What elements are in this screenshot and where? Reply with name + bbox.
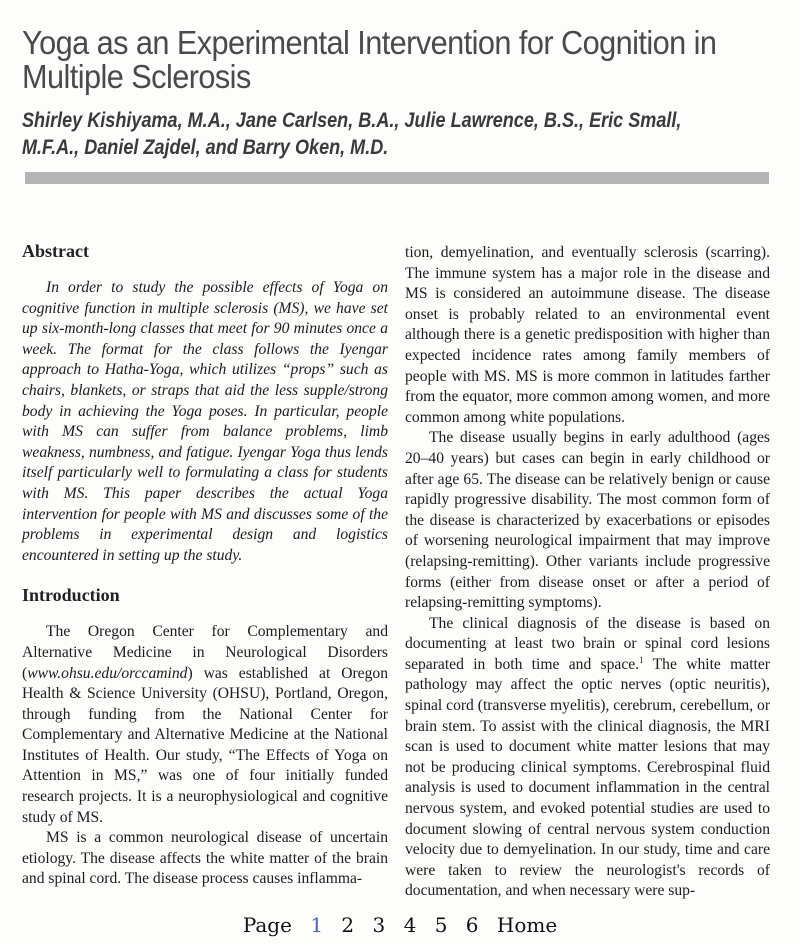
body-columns: [0, 196, 800, 902]
abstract-heading: Abstract: [22, 241, 89, 261]
page-navigation: [0, 912, 800, 944]
abstract-text: In order to study the possible effects of Yoga on cognitive function in multiple sclerosis (MS), we have set up six-month-long classes that meet for 90 minutes once a week. The format for the class follows the Iyengar approach to Hatha-Yoga, which utilizes “props” such as chairs, blankets, or straps that aid the less supple/strong body in achieving the Yoga poses. In particular, people with MS can suffer from balance problems, limb weakness, numbness, and fatigue. Iyengar Yoga thus lends itself particularly well to formulating a class for students with MS. This paper describes the actual Yoga intervention for people with MS and discusses some of the problems in experimental design and logistics encountered in setting up the study.: [22, 279, 388, 564]
page-link-5[interactable]: 5: [434, 913, 448, 937]
page-link-4[interactable]: 4: [403, 913, 417, 937]
home-link[interactable]: Home: [496, 913, 558, 937]
text-span: The clinical diagnosis of the disease is based on documenting at least two brain or spinal cord lesions separated in both time and space.: [405, 614, 770, 673]
intro-paragraph: MS is a common neurological disease of uncertain etiology. The disease affects the white matter of the brain and spinal cord. The disease process causes inflamma-: [22, 829, 388, 888]
page-link-1[interactable]: 1: [310, 913, 324, 937]
text-span: The white matter pathology may affect the optic nerves (optic neuritis), spinal cord (transverse myelitis), cerebrum, cerebellum, or brain stem. To assist with the clinical diagnosis, the MRI scan is used to document white matter lesions that may not be producing clinical symptoms. Cerebrospinal fluid analysis is used to document inflammation in the central nervous system, and evoked potential studies are used to document slowing of central nervous system conduction velocity due to demyelination. In our study, time and care were taken to review the neurologist's records of documentation, and when necessary were sup-: [405, 655, 771, 900]
intro-paragraph: [22, 622, 388, 828]
page-label: Page: [242, 913, 292, 937]
body-paragraph: tion, demyelination, and eventually sclerosis (scarring). The immune system has a major role in the disease and MS is considered an autoimmune disease. The disease onset is probably related to an environmental event although there is a genetic predisposition with higher than expected incidence rates among family members of people with MS. MS is more common in latitudes farther from the equator, more common among women, and more common among white populations.: [405, 244, 770, 426]
url-link[interactable]: www.ohsu.edu/orccamind: [27, 664, 188, 682]
right-column: [405, 243, 770, 902]
page-link-2[interactable]: 2: [341, 913, 355, 937]
body-paragraph: [405, 614, 770, 902]
page-link-6[interactable]: 6: [465, 913, 479, 937]
body-paragraph: The disease usually begins in early adulthood (ages 20–40 years) but cases can begin in early childhood or after age 65. The disease can be relatively benign or cause rapidly progressive disability. The most common form of the disease is characterized by exacerbations or episodes of worsening neurological impairment that may improve (relapsing-remitting). Other variants include progressive forms (either from disease onset or after a period of relapsing-remitting symptoms).: [405, 429, 770, 612]
text-span: The Oregon Center for Complementary and Alternative Medicine in Neurological Disorders (: [22, 623, 388, 682]
page-link-3[interactable]: 3: [372, 913, 386, 937]
introduction-heading: Introduction: [22, 585, 120, 606]
paper-header: [0, 0, 800, 196]
left-column: [22, 240, 388, 890]
paper-title: Yoga as an Experimental Intervention for Cognition in Multiple Sclerosis: [22, 24, 717, 95]
paper-authors: Shirley Kishiyama, M.A., Jane Carlsen, B.A., Julie Lawrence, B.S., Eric Small, M.F.A., Daniel Zajdel, and Barry Oken, M.D.: [22, 109, 682, 159]
title-divider: [25, 172, 769, 184]
footnote-ref: 1: [639, 654, 644, 665]
text-span: ) was established at Oregon Health & Science University (OHSU), Portland, Oregon, through funding from the National Center for Complementary and Alternative Medicine at the National Institutes of Health. Our study, “The Effects of Yoga on Attention in MS,” was one of four initially funded research projects. It is a neurophysiological and cognitive study of MS.: [22, 664, 388, 826]
